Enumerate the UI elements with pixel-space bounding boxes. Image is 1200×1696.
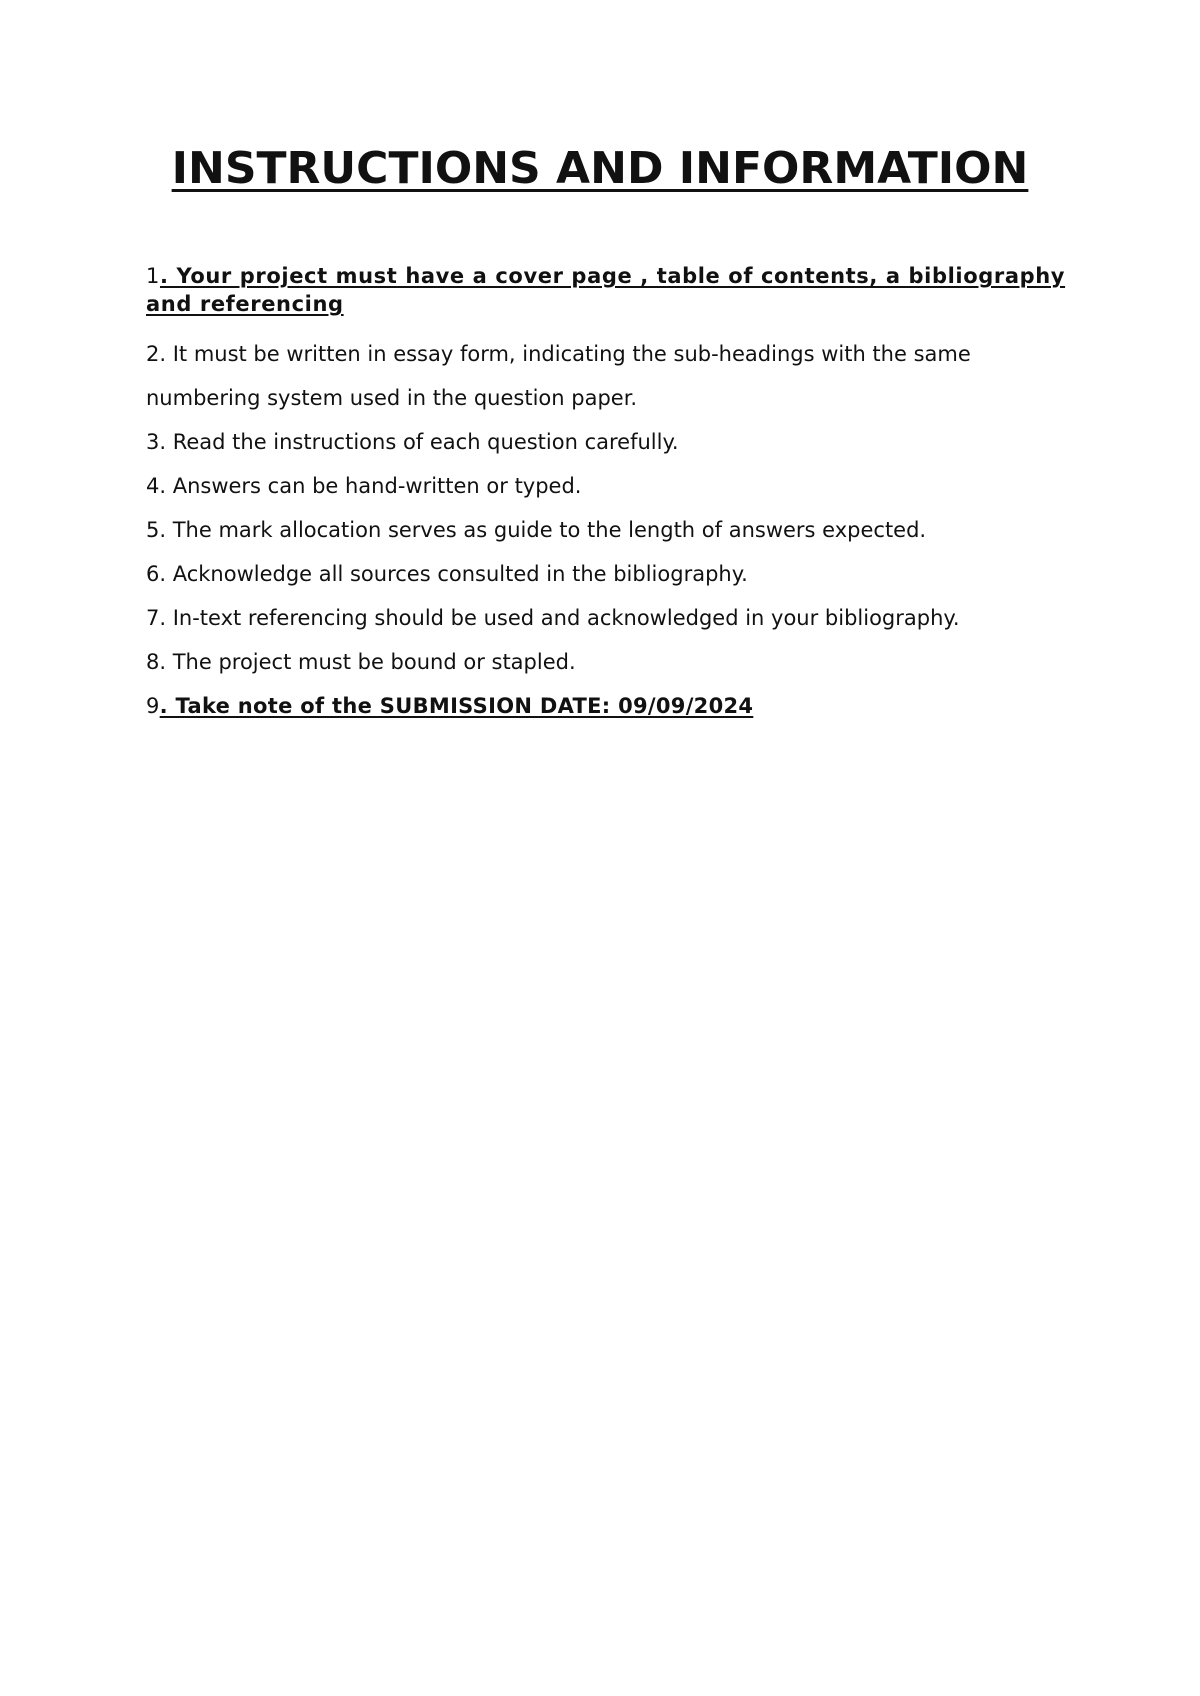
list-item: 6. Acknowledge all sources consulted in the bibliography. bbox=[146, 562, 748, 586]
list-item: 8. The project must be bound or stapled. bbox=[146, 650, 576, 674]
submission-date-text: . Take note of the SUBMISSION DATE: 09/09/2024 bbox=[159, 694, 754, 718]
list-item: 2. It must be written in essay form, indicating the sub-headings with the same numbering system used in the question paper. bbox=[146, 342, 971, 410]
item-number: 9 bbox=[146, 694, 160, 718]
instructions-list bbox=[146, 262, 1066, 728]
list-item: 7. In-text referencing should be used and acknowledged in your bibliography. bbox=[146, 606, 960, 630]
page-title: INSTRUCTIONS AND INFORMATION bbox=[171, 143, 1029, 194]
list-item: 3. Read the instructions of each question carefully. bbox=[146, 430, 679, 454]
item-number: 1 bbox=[146, 264, 160, 288]
list-item bbox=[146, 684, 1066, 728]
list-item: 5. The mark allocation serves as guide to the length of answers expected. bbox=[146, 518, 927, 542]
item-text: . Your project must have a cover page , table of contents, a bibliography and referencing bbox=[146, 264, 1066, 316]
list-item bbox=[146, 262, 1066, 318]
list-item: 4. Answers can be hand-written or typed. bbox=[146, 474, 582, 498]
